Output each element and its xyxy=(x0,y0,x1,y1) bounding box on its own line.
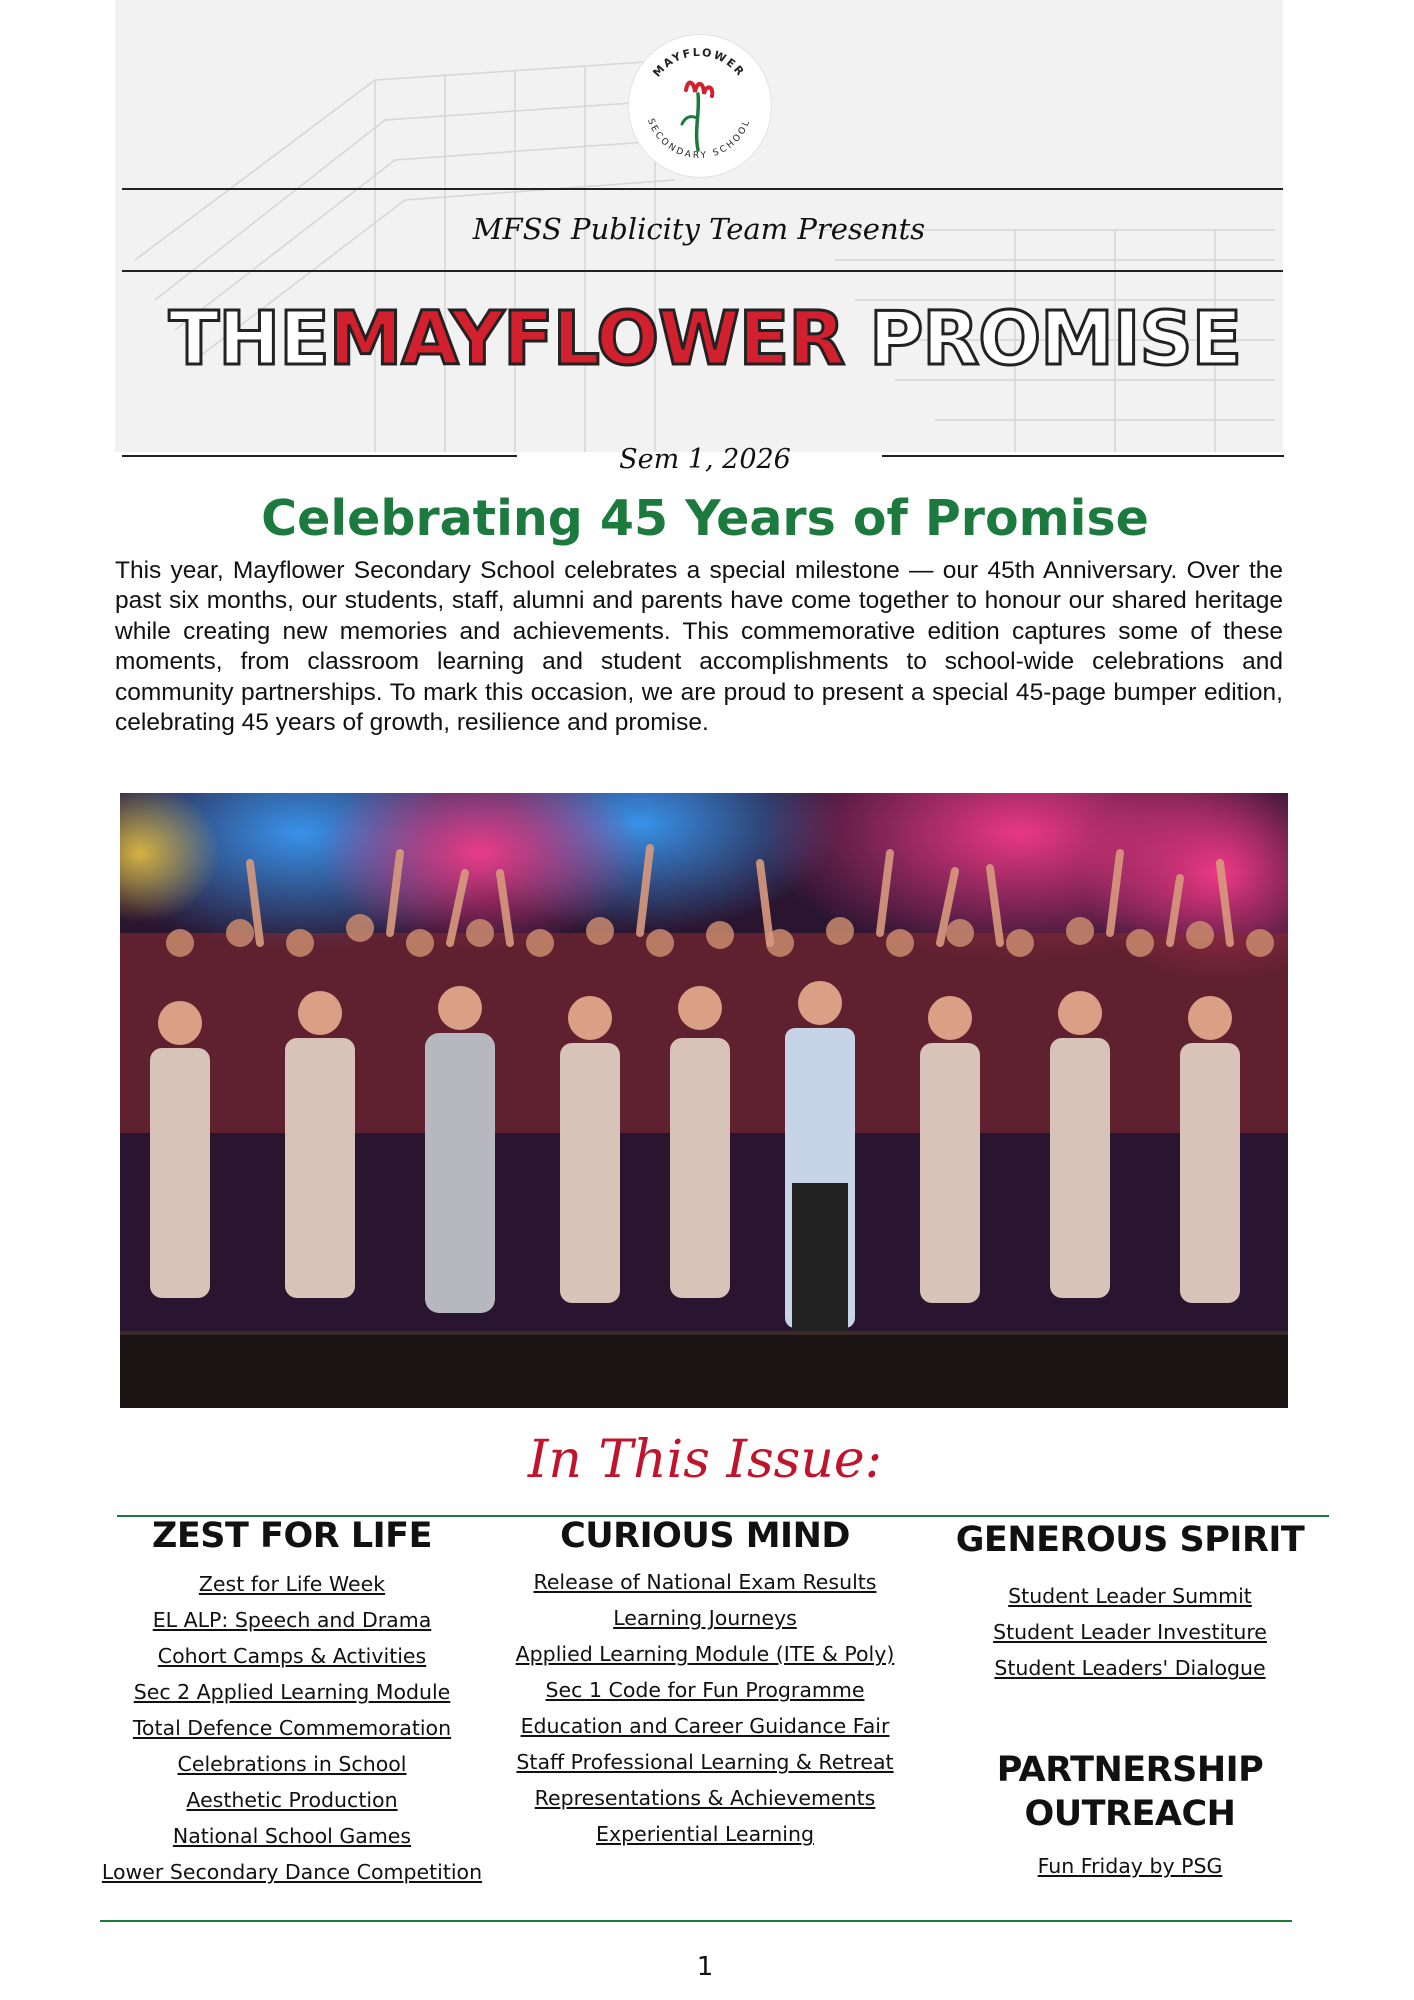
contents-link[interactable]: Total Defence Commemoration xyxy=(132,1716,452,1740)
logo-ring-text-bottom: SECONDARY SCHOOL xyxy=(645,117,753,162)
contents-link[interactable]: Learning Journeys xyxy=(613,1606,797,1630)
contents-link[interactable]: Sec 1 Code for Fun Programme xyxy=(545,1678,865,1702)
contents-link[interactable]: Celebrations in School xyxy=(177,1752,407,1776)
contents-link[interactable]: National School Games xyxy=(172,1824,412,1848)
celebration-photo-illustration xyxy=(120,793,1288,1408)
contents-link[interactable]: Sec 2 Applied Learning Module xyxy=(133,1680,451,1704)
contents-link[interactable]: Education and Career Guidance Fair xyxy=(520,1714,890,1738)
contents-link[interactable]: Aesthetic Production xyxy=(186,1788,398,1812)
masthead-mayflower: MAYFLOWER xyxy=(328,296,845,382)
edition-rule-right xyxy=(882,455,1284,457)
newsletter-masthead xyxy=(115,296,1295,382)
contents-column-curious xyxy=(500,1516,910,1852)
contents-link[interactable]: Fun Friday by PSG xyxy=(1037,1854,1223,1878)
in-this-issue-heading: In This Issue: xyxy=(527,1430,883,1490)
svg-text:SECONDARY SCHOOL xyxy=(645,117,753,161)
contents-link[interactable]: Experiential Learning xyxy=(596,1822,814,1846)
page-number: 1 xyxy=(696,1952,714,1982)
masthead-the: THE xyxy=(168,296,329,382)
contents-link[interactable]: Zest for Life Week xyxy=(198,1572,386,1596)
svg-text:MAYFLOWER xyxy=(650,46,747,80)
contents-link[interactable]: Student Leader Summit xyxy=(1008,1584,1252,1608)
header-rule-middle xyxy=(122,270,1283,272)
contents-link[interactable]: Representations & Achievements xyxy=(534,1786,876,1810)
edition-label: Sem 1, 2026 xyxy=(619,444,791,475)
contents-link[interactable]: Cohort Camps & Activities xyxy=(157,1644,427,1668)
masthead-promise: PROMISE xyxy=(869,296,1242,382)
section-heading-curious: CURIOUS MIND xyxy=(560,1516,850,1556)
section-heading-zest: ZEST FOR LIFE xyxy=(152,1516,432,1556)
contents-column-generous xyxy=(930,1520,1330,1686)
contents-link[interactable]: Student Leader Investiture xyxy=(993,1620,1267,1644)
contents-link[interactable]: Lower Secondary Dance Competition xyxy=(101,1860,483,1884)
logo-ring-text-top: MAYFLOWER xyxy=(650,45,748,80)
section-heading-partnership: PARTNERSHIP OUTREACH xyxy=(996,1750,1264,1834)
publisher-credit: MFSS Publicity Team Presents xyxy=(472,212,926,246)
contents-link[interactable]: Staff Professional Learning & Retreat xyxy=(516,1750,894,1774)
header-rule-top xyxy=(122,188,1283,190)
section-heading-generous: GENEROUS SPIRIT xyxy=(955,1520,1305,1560)
mayflower-logo-icon xyxy=(628,34,770,176)
contents-column-partnership xyxy=(950,1748,1310,1884)
celebration-photo xyxy=(120,793,1288,1408)
contents-rule-bottom xyxy=(100,1920,1292,1922)
contents-link[interactable]: Student Leaders' Dialogue xyxy=(994,1656,1266,1680)
contents-column-zest xyxy=(92,1516,492,1890)
contents-link[interactable]: Release of National Exam Results xyxy=(533,1570,877,1594)
feature-intro-paragraph: This year, Mayflower Secondary School celebrates a special milestone — our 45th Anniversary. Over the past six months, our students, staff, alumni and parents have come together to honour our shared heritage while creating new memories and achievements. This commemorative edition captures some of these moments, from classroom learning and student accomplishments to school-wide celebrations and community partnerships. To mark this occasion, we are proud to present a special 45-page bumper edition, celebrating 45 years of growth, resilience and promise. xyxy=(115,557,1283,737)
feature-title: Celebrating 45 Years of Promise xyxy=(261,490,1149,547)
contents-link[interactable]: EL ALP: Speech and Drama xyxy=(152,1608,432,1632)
contents-link[interactable]: Applied Learning Module (ITE & Poly) xyxy=(515,1642,895,1666)
